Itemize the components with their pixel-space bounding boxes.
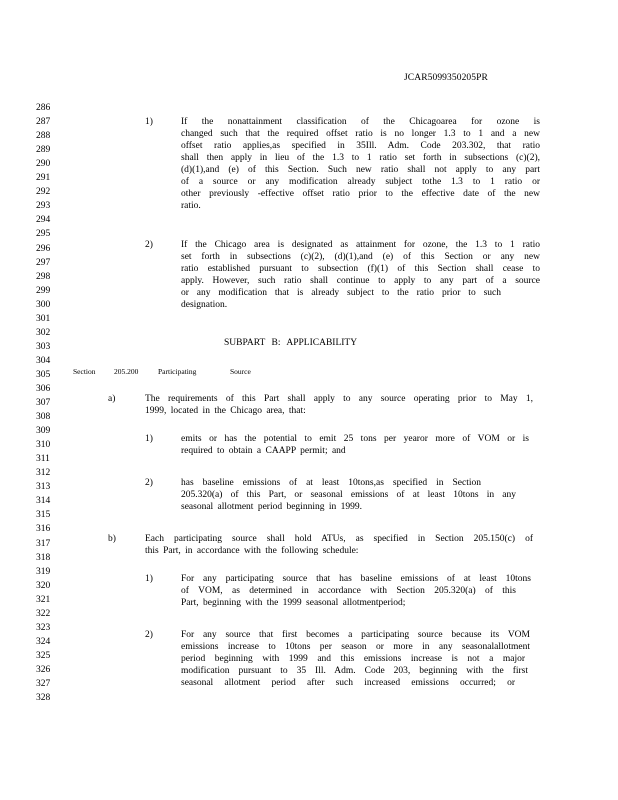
- section-title-word: Source: [230, 367, 251, 376]
- line-number: 326: [36, 664, 51, 675]
- line-number: 294: [36, 215, 51, 226]
- line-number: 286: [36, 103, 51, 113]
- document-header: JCAR5099350205PR: [404, 73, 488, 83]
- item-number-b1: 1): [145, 574, 153, 584]
- line-number: 325: [36, 650, 51, 661]
- section-title-word: Participating: [158, 367, 197, 376]
- para-a1-line: required to obtain a CAAPP permit; and: [181, 446, 346, 456]
- subsection-label-b: b): [108, 534, 116, 544]
- line-number: 312: [36, 468, 51, 479]
- line-number: 304: [36, 355, 51, 366]
- line-number: 289: [36, 145, 51, 156]
- para-c1-line: offset ratio applies,as specified in 35Ill. Adm. Code 203.302, that ratio: [181, 141, 540, 151]
- para-b-line: this Part, in accordance with the following schedule:: [145, 546, 359, 556]
- line-number: 300: [36, 299, 51, 310]
- line-number: 301: [36, 313, 51, 324]
- line-number: 322: [36, 608, 51, 619]
- line-number: 308: [36, 412, 51, 422]
- para-c2-line: ratio established pursuant to subsection (f)(1) of this Section shall cease to: [181, 264, 540, 274]
- para-c1-line: (d)(1),and (e) of this Section. Such new ratio shall not apply to any part: [181, 165, 540, 175]
- line-number: 293: [36, 201, 51, 212]
- para-b2-line: modification pursuant to 35 Ill. Adm. Code 203, beginning with the first: [181, 666, 528, 676]
- item-number-c1: 1): [145, 117, 153, 127]
- item-number-c2: 2): [145, 240, 153, 250]
- line-number: 316: [36, 524, 51, 535]
- line-number: 306: [36, 384, 51, 394]
- para-c2-line: or any modification that is already subject to the ratio prior to such: [181, 288, 501, 298]
- para-c1-line: changed such that the required offset ratio is no longer 1.3 to 1 and a new: [181, 129, 540, 139]
- line-number: 324: [36, 636, 51, 647]
- line-number: 318: [36, 552, 51, 563]
- line-number: 291: [36, 173, 51, 184]
- subpart-heading: SUBPART B: APPLICABILITY: [224, 338, 358, 348]
- para-a2-line: 205.320(a) of this Part, or seasonal emissions of at least 10tons in any: [181, 490, 516, 500]
- para-a2-line: has baseline emissions of at least 10tons,as specified in Section: [181, 478, 481, 488]
- subsection-label-a: a): [108, 394, 116, 404]
- para-a1-line: emits or has the potential to emit 25 tons per yearor more of VOM or is: [181, 434, 529, 444]
- line-number: 290: [36, 159, 51, 170]
- para-b1-line: Part, beginning with the 1999 seasonal allotmentperiod;: [181, 598, 406, 608]
- para-c1-line: of a source or any modification already subject tothe 1.3 to 1 ratio or: [181, 177, 540, 187]
- line-number: 307: [36, 398, 51, 408]
- line-number: 310: [36, 440, 51, 451]
- line-number: 314: [36, 496, 51, 507]
- line-number: 287: [36, 117, 51, 127]
- line-number: 317: [36, 538, 51, 549]
- para-a-line: The requirements of this Part shall apply to any source operating prior to May 1,: [145, 394, 533, 404]
- para-b1-line: For any participating source that has baseline emissions of at least 10tons: [181, 574, 531, 584]
- para-c1-line: If the nonattainment classification of the Chicagoarea for ozone is: [181, 117, 540, 127]
- line-number: 313: [36, 482, 51, 493]
- para-b-line: Each participating source shall hold ATUs, as specified in Section 205.150(c) of: [145, 534, 533, 544]
- line-number: 292: [36, 187, 51, 198]
- line-number: 288: [36, 131, 51, 142]
- para-c2-line: set forth in subsections (c)(2), (d)(1),and (e) of this Section or any new: [181, 252, 540, 262]
- line-number: 299: [36, 285, 51, 296]
- line-number: 295: [36, 229, 51, 240]
- para-b2-line: seasonal allotment period after such increased emissions occurred; or: [181, 678, 515, 688]
- line-number: 311: [36, 454, 50, 465]
- line-number: 315: [36, 510, 51, 521]
- line-number: 309: [36, 426, 51, 437]
- item-number-b2: 2): [145, 630, 153, 640]
- line-number: 320: [36, 580, 51, 591]
- section-label: Section: [73, 367, 96, 376]
- line-number: 297: [36, 257, 51, 268]
- item-number-a1: 1): [145, 434, 153, 444]
- line-number: 319: [36, 566, 51, 577]
- item-number-a2: 2): [145, 478, 153, 488]
- para-a2-line: seasonal allotment period beginning in 1999.: [181, 502, 362, 512]
- para-c2-line: If the Chicago area is designated as attainment for ozone, the 1.3 to 1 ratio: [181, 240, 540, 250]
- para-c2-line: designation.: [181, 300, 228, 310]
- line-number: 327: [36, 679, 51, 689]
- line-number: 321: [36, 594, 51, 605]
- para-b2-line: For any source that first becomes a participating source because its VOM: [181, 630, 530, 640]
- para-b1-line: of VOM, as determined in accordance with Section 205.320(a) of this: [181, 586, 516, 596]
- line-number: 323: [36, 622, 51, 633]
- para-a-line: 1999, located in the Chicago area, that:: [145, 406, 306, 416]
- para-c1-line: ratio.: [181, 201, 201, 211]
- para-c1-line: shall then apply in lieu of the 1.3 to 1 ratio set forth in subsections (c)(2),: [181, 153, 540, 163]
- line-number: 296: [36, 243, 51, 254]
- line-number: 305: [36, 369, 51, 380]
- section-number: 205.200: [114, 367, 139, 376]
- line-number: 298: [36, 271, 51, 282]
- para-c2-line: apply. However, such ratio shall continue to apply to any part of a source: [181, 276, 540, 286]
- line-number: 302: [36, 327, 51, 338]
- para-b2-line: emissions increase to 10tons per season or more in any seasonalallotment: [181, 642, 530, 652]
- para-b2-line: period beginning with 1999 and this emissions increase is not a major: [181, 654, 525, 664]
- line-number: 303: [36, 341, 51, 352]
- para-c1-line: other previously -effective offset ratio prior to the effective date of the new: [181, 189, 540, 199]
- line-number: 328: [36, 693, 51, 703]
